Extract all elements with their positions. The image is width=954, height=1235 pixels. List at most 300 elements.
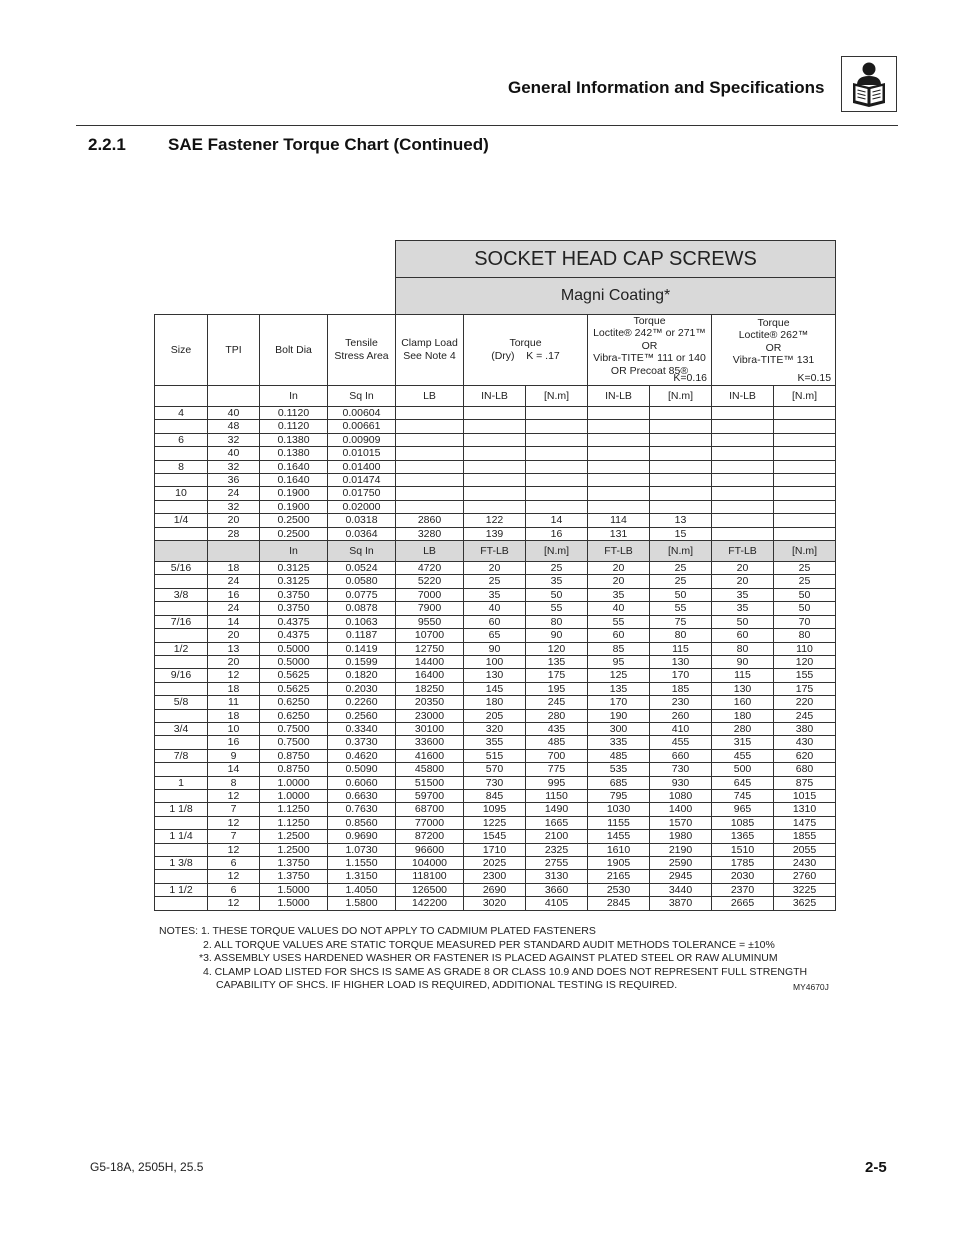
table-cell: 7	[208, 803, 260, 816]
table-cell: 1710	[464, 843, 526, 856]
table-row	[155, 830, 836, 843]
table-cell	[712, 407, 774, 420]
table-cell: 12	[208, 669, 260, 682]
table-cell: 3625	[774, 897, 836, 910]
table-cell: 50	[774, 602, 836, 615]
table-cell: 131	[588, 527, 650, 540]
table-cell: 25	[464, 575, 526, 588]
table-cell	[396, 500, 464, 513]
table-subtitle: Magni Coating*	[396, 278, 836, 315]
col-torque-loctite-262: Torque Loctite® 262™ OR Vibra-TITE™ 131 K=0.15	[712, 315, 836, 386]
table-cell: 410	[650, 722, 712, 735]
table-cell: 35	[526, 575, 588, 588]
table-cell: 1080	[650, 789, 712, 802]
table-cell: 20	[712, 575, 774, 588]
table-cell: 2945	[650, 870, 712, 883]
table-cell	[774, 460, 836, 473]
table-cell: Sq In	[328, 386, 396, 407]
table-row	[155, 629, 836, 642]
table-cell: 0.7500	[260, 736, 328, 749]
table-cell: 12	[208, 897, 260, 910]
units-row	[155, 386, 836, 407]
table-cell: 280	[712, 722, 774, 735]
table-cell: 0.6250	[260, 709, 328, 722]
table-cell: 0.0878	[328, 602, 396, 615]
table-row	[155, 816, 836, 829]
table-cell: 1.0000	[260, 789, 328, 802]
table-cell: 2845	[588, 897, 650, 910]
table-row	[155, 460, 836, 473]
table-cell: 2165	[588, 870, 650, 883]
table-cell: 1365	[712, 830, 774, 843]
table-cell: 0.1120	[260, 420, 328, 433]
table-cell: 205	[464, 709, 526, 722]
table-cell: 315	[712, 736, 774, 749]
col-torque-dry: Torque (Dry) K = .17	[464, 315, 588, 386]
table-cell: 0.01400	[328, 460, 396, 473]
table-cell: 170	[650, 669, 712, 682]
table-cell: 0.3125	[260, 575, 328, 588]
table-row	[155, 655, 836, 668]
table-cell: 0.4620	[328, 749, 396, 762]
col-size: Size	[155, 315, 208, 386]
table-row	[155, 870, 836, 883]
table-cell: 0.2500	[260, 527, 328, 540]
table-cell: 220	[774, 696, 836, 709]
table-cell: 24	[208, 487, 260, 500]
table-row	[155, 736, 836, 749]
table-cell	[155, 447, 208, 460]
table-cell: 0.1900	[260, 500, 328, 513]
table-cell: 3440	[650, 883, 712, 896]
table-cell: 260	[650, 709, 712, 722]
table-cell: 660	[650, 749, 712, 762]
table-cell: 13	[650, 514, 712, 527]
table-cell: 87200	[396, 830, 464, 843]
table-cell	[712, 474, 774, 487]
table-cell: 23000	[396, 709, 464, 722]
table-cell: 139	[464, 527, 526, 540]
table-cell: 2030	[712, 870, 774, 883]
table-cell: 0.0318	[328, 514, 396, 527]
table-cell: IN-LB	[712, 386, 774, 407]
table-cell: 2590	[650, 857, 712, 870]
table-cell: 6	[208, 857, 260, 870]
table-cell: 0.6060	[328, 776, 396, 789]
table-cell: 9550	[396, 615, 464, 628]
table-cell: 14	[526, 514, 588, 527]
table-row	[155, 803, 836, 816]
table-cell: 16	[208, 588, 260, 601]
table-cell	[712, 460, 774, 473]
table-cell: 335	[588, 736, 650, 749]
table-cell: 0.9690	[328, 830, 396, 843]
table-cell: 2025	[464, 857, 526, 870]
table-cell: 1570	[650, 816, 712, 829]
note-line: 4. CLAMP LOAD LISTED FOR SHCS IS SAME AS GRADE 8 OR CLASS 10.9 AND DOES NOT REPRESENT FULL STRENGTH	[203, 965, 808, 978]
table-row	[155, 588, 836, 601]
table-cell: 7/8	[155, 749, 208, 762]
table-cell: 2430	[774, 857, 836, 870]
table-cell: 2100	[526, 830, 588, 843]
table-cell	[464, 420, 526, 433]
table-cell	[464, 433, 526, 446]
table-cell: 620	[774, 749, 836, 762]
table-cell: 1.1250	[260, 816, 328, 829]
table-cell: 9/16	[155, 669, 208, 682]
table-cell: 180	[712, 709, 774, 722]
table-cell: 1855	[774, 830, 836, 843]
table-cell	[155, 500, 208, 513]
table-cell: 1310	[774, 803, 836, 816]
table-cell: 60	[464, 615, 526, 628]
table-cell: [N.m]	[650, 541, 712, 562]
table-cell	[155, 736, 208, 749]
table-cell: 10	[155, 487, 208, 500]
table-cell	[650, 500, 712, 513]
table-cell	[712, 420, 774, 433]
table-cell: 122	[464, 514, 526, 527]
section-number: 2.2.1	[88, 135, 126, 154]
table-cell: 1785	[712, 857, 774, 870]
table-cell: 730	[464, 776, 526, 789]
table-cell: 60	[712, 629, 774, 642]
table-row	[155, 474, 836, 487]
table-cell: 145	[464, 682, 526, 695]
table-cell: 33600	[396, 736, 464, 749]
table-cell: 0.5000	[260, 655, 328, 668]
table-cell: 3280	[396, 527, 464, 540]
table-cell: 126500	[396, 883, 464, 896]
column-header-row	[155, 315, 836, 386]
table-cell: 1.3150	[328, 870, 396, 883]
table-cell: 12	[208, 870, 260, 883]
table-cell: 36	[208, 474, 260, 487]
table-cell: 230	[650, 696, 712, 709]
table-row	[155, 642, 836, 655]
table-cell: 1 3/8	[155, 857, 208, 870]
table-cell: 1.4050	[328, 883, 396, 896]
table-cell	[774, 514, 836, 527]
table-cell: FT-LB	[588, 541, 650, 562]
table-cell: 485	[588, 749, 650, 762]
table-cell: 0.2030	[328, 682, 396, 695]
table-cell: 90	[712, 655, 774, 668]
table-cell: Sq In	[328, 541, 396, 562]
table-cell: 48	[208, 420, 260, 433]
table-cell: 730	[650, 763, 712, 776]
table-cell	[774, 433, 836, 446]
table-row	[155, 575, 836, 588]
table-cell: 0.1900	[260, 487, 328, 500]
table-cell: 20	[208, 514, 260, 527]
figure-id: MY4670J	[793, 982, 829, 992]
note-line: *3. ASSEMBLY USES HARDENED WASHER OR FASTENER IS PLACED AGAINST PLATED STEEL OR RAW ALUMINUM	[199, 952, 778, 964]
table-cell: 0.1419	[328, 642, 396, 655]
table-cell: 1490	[526, 803, 588, 816]
page-number: 2-5	[865, 1159, 887, 1176]
table-cell: [N.m]	[774, 541, 836, 562]
table-cell: 80	[650, 629, 712, 642]
table-cell	[155, 897, 208, 910]
table-cell	[774, 474, 836, 487]
table-cell	[208, 541, 260, 562]
table-cell: 0.3750	[260, 588, 328, 601]
table-cell: 8	[208, 776, 260, 789]
table-cell: 13	[208, 642, 260, 655]
table-cell	[588, 460, 650, 473]
table-cell: 20	[712, 562, 774, 575]
table-cell: 110	[774, 642, 836, 655]
table-cell	[588, 487, 650, 500]
table-cell: 245	[774, 709, 836, 722]
table-cell: 185	[650, 682, 712, 695]
table-cell: 0.8560	[328, 816, 396, 829]
table-cell: 1.2500	[260, 843, 328, 856]
table-cell	[588, 474, 650, 487]
table-title: SOCKET HEAD CAP SCREWS	[396, 241, 836, 278]
table-row	[155, 709, 836, 722]
col-tpi: TPI	[208, 315, 260, 386]
table-cell: 300	[588, 722, 650, 735]
table-cell: 0.5090	[328, 763, 396, 776]
table-cell: 930	[650, 776, 712, 789]
table-cell: 2665	[712, 897, 774, 910]
table-cell: 11	[208, 696, 260, 709]
table-cell	[155, 789, 208, 802]
table-cell	[155, 682, 208, 695]
table-cell: 8	[155, 460, 208, 473]
table-cell: 0.0364	[328, 527, 396, 540]
table-cell: 10700	[396, 629, 464, 642]
table-row	[155, 857, 836, 870]
table-cell: 24	[208, 602, 260, 615]
table-cell	[588, 447, 650, 460]
table-cell: 155	[774, 669, 836, 682]
table-cell: 1/4	[155, 514, 208, 527]
table-cell: 0.5625	[260, 682, 328, 695]
table-cell: 0.4375	[260, 615, 328, 628]
table-cell: 0.1063	[328, 615, 396, 628]
table-cell	[155, 474, 208, 487]
table-body-large	[155, 541, 836, 911]
table-cell: 0.1640	[260, 460, 328, 473]
table-cell: 32	[208, 433, 260, 446]
table-cell	[650, 420, 712, 433]
table-cell: 0.2260	[328, 696, 396, 709]
note-line: CAPABILITY OF SHCS. IF HIGHER LOAD IS REQUIRED, ADDITIONAL TESTING IS REQUIRED.	[216, 979, 678, 991]
notes	[159, 925, 807, 993]
table-cell	[774, 407, 836, 420]
table-cell	[155, 655, 208, 668]
table-cell: 40	[464, 602, 526, 615]
table-cell	[396, 433, 464, 446]
table-cell: 875	[774, 776, 836, 789]
table-cell: 0.1820	[328, 669, 396, 682]
table-cell: 114	[588, 514, 650, 527]
table-body-small	[155, 386, 836, 541]
table-cell: 0.7630	[328, 803, 396, 816]
table-cell: 0.1380	[260, 447, 328, 460]
table-cell: 118100	[396, 870, 464, 883]
table-cell: 0.5000	[260, 642, 328, 655]
table-cell	[526, 474, 588, 487]
table-cell	[712, 514, 774, 527]
table-cell: 245	[526, 696, 588, 709]
table-cell: 1/2	[155, 642, 208, 655]
table-cell: 80	[526, 615, 588, 628]
table-cell: 135	[526, 655, 588, 668]
table-cell: 0.0775	[328, 588, 396, 601]
table-cell: 1095	[464, 803, 526, 816]
table-cell: 50	[650, 588, 712, 601]
torque-table	[154, 240, 836, 911]
table-cell	[712, 487, 774, 500]
table-cell: 35	[588, 588, 650, 601]
table-cell: 16	[208, 736, 260, 749]
table-cell: 14400	[396, 655, 464, 668]
table-cell: 430	[774, 736, 836, 749]
table-cell: 6	[208, 883, 260, 896]
table-cell: 1 1/2	[155, 883, 208, 896]
table-cell: 25	[650, 575, 712, 588]
table-cell: 75	[650, 615, 712, 628]
table-cell: IN-LB	[464, 386, 526, 407]
table-cell	[396, 474, 464, 487]
table-cell: 125	[588, 669, 650, 682]
table-cell: 795	[588, 789, 650, 802]
table-cell: 0.6250	[260, 696, 328, 709]
footer-model-info: G5-18A, 2505H, 25.5	[90, 1160, 204, 1174]
table-cell: 0.00604	[328, 407, 396, 420]
table-cell	[526, 500, 588, 513]
table-cell: 28	[208, 527, 260, 540]
table-cell: 1085	[712, 816, 774, 829]
table-cell	[155, 709, 208, 722]
table-cell	[588, 500, 650, 513]
table-cell: 3660	[526, 883, 588, 896]
table-cell: 50	[712, 615, 774, 628]
table-cell: 60	[588, 629, 650, 642]
table-cell: In	[260, 386, 328, 407]
col-bolt-dia: Bolt Dia	[260, 315, 328, 386]
table-cell	[650, 433, 712, 446]
table-cell: 1980	[650, 830, 712, 843]
table-cell: 45800	[396, 763, 464, 776]
table-cell: 3130	[526, 870, 588, 883]
table-row	[155, 897, 836, 910]
table-cell: In	[260, 541, 328, 562]
table-cell: 20	[464, 562, 526, 575]
table-cell: 0.8750	[260, 763, 328, 776]
table-cell: 10	[208, 722, 260, 735]
table-cell: 1.3750	[260, 857, 328, 870]
table-cell: 5220	[396, 575, 464, 588]
table-cell: 130	[650, 655, 712, 668]
table-cell: 1150	[526, 789, 588, 802]
table-cell	[588, 407, 650, 420]
table-cell: 175	[526, 669, 588, 682]
table-cell: 20	[588, 562, 650, 575]
table-cell: 85	[588, 642, 650, 655]
table-cell: 1510	[712, 843, 774, 856]
table-cell: 80	[712, 642, 774, 655]
table-cell: 32	[208, 500, 260, 513]
table-row	[155, 420, 836, 433]
table-row	[155, 602, 836, 615]
table-cell: 0.01015	[328, 447, 396, 460]
table-cell: 104000	[396, 857, 464, 870]
table-cell	[396, 460, 464, 473]
table-cell: 7900	[396, 602, 464, 615]
table-cell: 280	[526, 709, 588, 722]
table-cell	[155, 870, 208, 883]
table-cell: 3870	[650, 897, 712, 910]
table-cell: 2300	[464, 870, 526, 883]
table-cell	[464, 407, 526, 420]
table-cell: 14	[208, 615, 260, 628]
table-row	[155, 487, 836, 500]
table-cell: 1225	[464, 816, 526, 829]
table-cell	[526, 460, 588, 473]
col-torque-loctite-242: Torque Loctite® 242™ or 271™ OR Vibra-TITE™ 111 or 140 OR Precoat 85® K=0.16	[588, 315, 712, 386]
table-cell: 685	[588, 776, 650, 789]
table-cell	[774, 420, 836, 433]
table-cell: 16400	[396, 669, 464, 682]
table-cell: 5/8	[155, 696, 208, 709]
table-cell: 170	[588, 696, 650, 709]
table-cell	[526, 420, 588, 433]
table-cell: [N.m]	[650, 386, 712, 407]
table-cell: 1.5800	[328, 897, 396, 910]
table-cell	[712, 500, 774, 513]
table-cell: 2760	[774, 870, 836, 883]
table-cell: IN-LB	[588, 386, 650, 407]
note-line: 2. ALL TORQUE VALUES ARE STATIC TORQUE MEASURED PER STANDARD AUDIT METHODS TOLERANCE = ±10%	[203, 938, 775, 951]
table-row	[155, 514, 836, 527]
table-cell: 485	[526, 736, 588, 749]
table-cell: 51500	[396, 776, 464, 789]
table-cell	[464, 460, 526, 473]
table-cell: 4	[155, 407, 208, 420]
table-cell: 18	[208, 682, 260, 695]
table-cell	[208, 386, 260, 407]
table-cell: 355	[464, 736, 526, 749]
table-cell: 3/8	[155, 588, 208, 601]
table-cell: 1.1250	[260, 803, 328, 816]
table-cell: 1	[155, 776, 208, 789]
table-cell: 745	[712, 789, 774, 802]
table-cell: 59700	[396, 789, 464, 802]
table-cell	[588, 420, 650, 433]
table-cell	[650, 407, 712, 420]
table-cell: 1 1/4	[155, 830, 208, 843]
table-cell	[650, 447, 712, 460]
table-cell: 195	[526, 682, 588, 695]
table-cell: 2530	[588, 883, 650, 896]
table-cell	[464, 474, 526, 487]
table-cell: 0.0580	[328, 575, 396, 588]
table-cell	[588, 433, 650, 446]
table-cell: 25	[650, 562, 712, 575]
table-cell: 4105	[526, 897, 588, 910]
table-cell: 55	[588, 615, 650, 628]
table-cell: 320	[464, 722, 526, 735]
table-row	[155, 696, 836, 709]
table-row	[155, 682, 836, 695]
table-cell: 24	[208, 575, 260, 588]
table-cell: 0.1599	[328, 655, 396, 668]
